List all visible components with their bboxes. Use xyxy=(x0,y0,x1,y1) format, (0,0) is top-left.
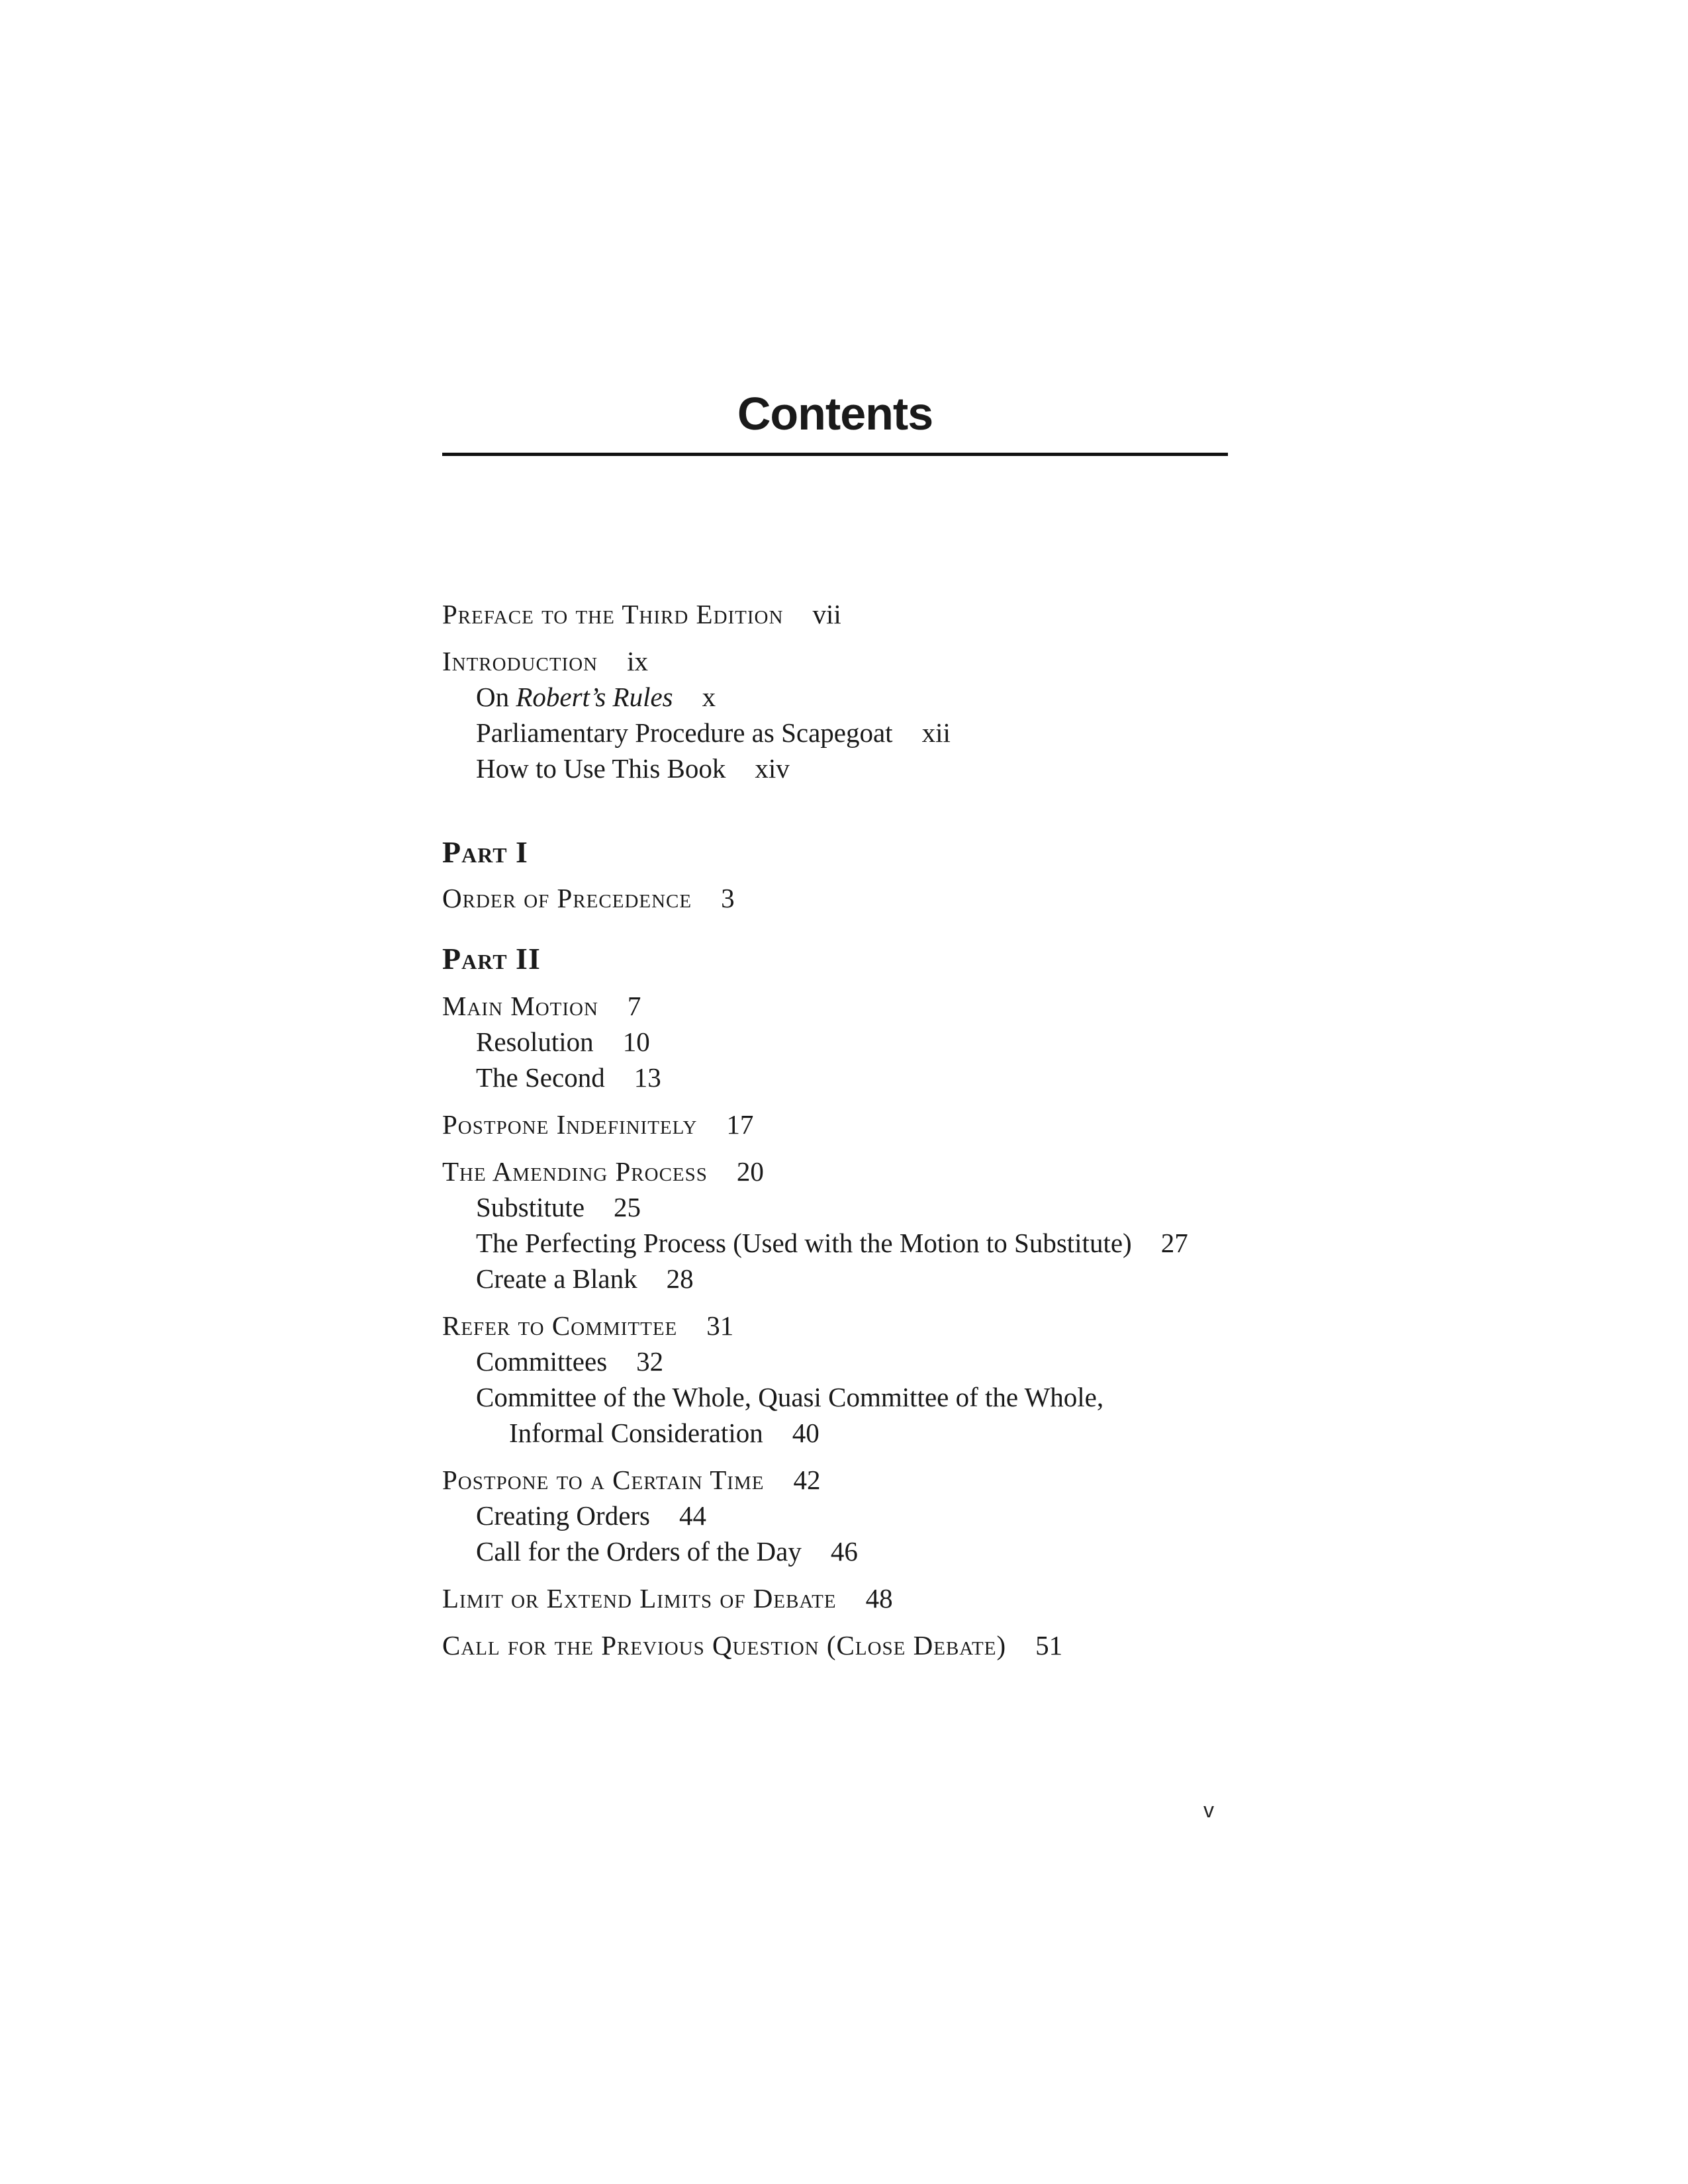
toc-entry-label: Order of Precedence xyxy=(442,883,692,913)
toc-page-number: 46 xyxy=(830,1536,858,1567)
toc-entry-limit-debate xyxy=(442,1580,893,1616)
toc-entry-substitute xyxy=(476,1189,641,1225)
toc-entry-refer-to-committee xyxy=(442,1308,733,1343)
toc-page-number: x xyxy=(702,682,716,712)
toc-entry-label: Call for the Orders of the Day xyxy=(476,1536,802,1567)
toc-entry-label: Introduction xyxy=(442,646,598,676)
toc-part-heading-2 xyxy=(442,940,541,978)
toc-page-number: 3 xyxy=(721,883,735,913)
toc-entry-order-of-precedence xyxy=(442,880,735,916)
toc-entry-label: Limit or Extend Limits of Debate xyxy=(442,1583,837,1614)
toc-entry-how-to-use xyxy=(476,751,790,786)
toc-entry-create-blank xyxy=(476,1261,694,1297)
toc-entry-postpone-certain-time xyxy=(442,1462,820,1498)
toc-entry-label: The Perfecting Process (Used with the Motion to Substitute) xyxy=(476,1228,1132,1258)
toc-entry-resolution xyxy=(476,1024,650,1060)
toc-page-number: 7 xyxy=(627,991,641,1021)
toc-page-number: xiv xyxy=(755,753,790,784)
toc-entry-postpone-indefinitely xyxy=(442,1107,753,1142)
toc-entry-label: How to Use This Book xyxy=(476,753,726,784)
page-folio: v xyxy=(1203,1798,1214,1822)
toc-part-heading-1 xyxy=(442,834,528,871)
toc-entry-label: Postpone to a Certain Time xyxy=(442,1465,765,1495)
toc-page-number: 10 xyxy=(622,1026,650,1057)
title-rule xyxy=(442,453,1228,456)
toc-entry-label-prefix: On xyxy=(476,682,516,712)
toc-entry-label: Preface to the Third Edition xyxy=(442,599,784,629)
toc-entry-label: Refer to Committee xyxy=(442,1310,678,1341)
toc-entry-label: Create a Blank xyxy=(476,1263,637,1294)
toc-entry-informal-consideration xyxy=(509,1415,820,1451)
toc-page-number: 51 xyxy=(1035,1630,1063,1661)
toc-entry-scapegoat xyxy=(476,715,951,751)
toc-entry-label: The Amending Process xyxy=(442,1156,708,1187)
toc-entry-committee-of-whole xyxy=(476,1379,1103,1415)
toc-entry-main-motion xyxy=(442,988,641,1024)
page-title: Contents xyxy=(737,388,933,439)
toc-entry-label: Call for the Previous Question (Close Debate) xyxy=(442,1630,1007,1661)
toc-page-number: vii xyxy=(812,599,841,629)
toc-entry-label: Resolution xyxy=(476,1026,594,1057)
toc-entry-on-roberts-rules xyxy=(476,679,716,715)
toc-entry-label: Postpone Indefinitely xyxy=(442,1109,698,1140)
toc-entry-label: Main Motion xyxy=(442,991,598,1021)
toc-entry-label-italic: Robert’s Rules xyxy=(516,682,673,712)
toc-entry-label: Committees xyxy=(476,1346,608,1377)
toc-page-number: 44 xyxy=(679,1500,706,1531)
toc-page-number: ix xyxy=(627,646,648,676)
toc-page-number: xii xyxy=(921,717,951,748)
toc-entry-committees xyxy=(476,1343,663,1379)
toc-entry-label: The Second xyxy=(476,1062,605,1093)
toc-entry-label: Creating Orders xyxy=(476,1500,650,1531)
toc-page-number: 42 xyxy=(793,1465,821,1495)
toc-part-label: Part I xyxy=(442,835,528,869)
toc-entry-perfecting-process xyxy=(476,1225,1188,1261)
toc-page-number: 27 xyxy=(1160,1228,1188,1258)
toc-entry-label: Substitute xyxy=(476,1192,585,1222)
toc-page-number: 28 xyxy=(666,1263,694,1294)
toc-entry-the-second xyxy=(476,1060,661,1095)
toc-entry-label: Committee of the Whole, Quasi Committee of the Whole, xyxy=(476,1382,1104,1412)
toc-page-number: 48 xyxy=(865,1583,893,1614)
toc-entry-label: Parliamentary Procedure as Scapegoat xyxy=(476,717,893,748)
toc-entry-call-orders-of-day xyxy=(476,1533,858,1569)
toc-page-number: 40 xyxy=(792,1418,820,1448)
toc-entry-previous-question xyxy=(442,1627,1062,1663)
toc-page-number: 25 xyxy=(614,1192,641,1222)
toc-entry-introduction xyxy=(442,643,648,679)
toc-part-label: Part II xyxy=(442,942,541,976)
toc-page-number: 17 xyxy=(726,1109,754,1140)
toc-page-number: 31 xyxy=(706,1310,734,1341)
toc-page-number: 32 xyxy=(636,1346,664,1377)
toc-page-number: 20 xyxy=(736,1156,764,1187)
toc-entry-preface xyxy=(442,596,841,632)
toc-entry-creating-orders xyxy=(476,1498,706,1533)
toc-page-number: 13 xyxy=(633,1062,661,1093)
toc-entry-amending-process xyxy=(442,1154,764,1189)
toc-entry-label: Informal Consideration xyxy=(509,1418,763,1448)
